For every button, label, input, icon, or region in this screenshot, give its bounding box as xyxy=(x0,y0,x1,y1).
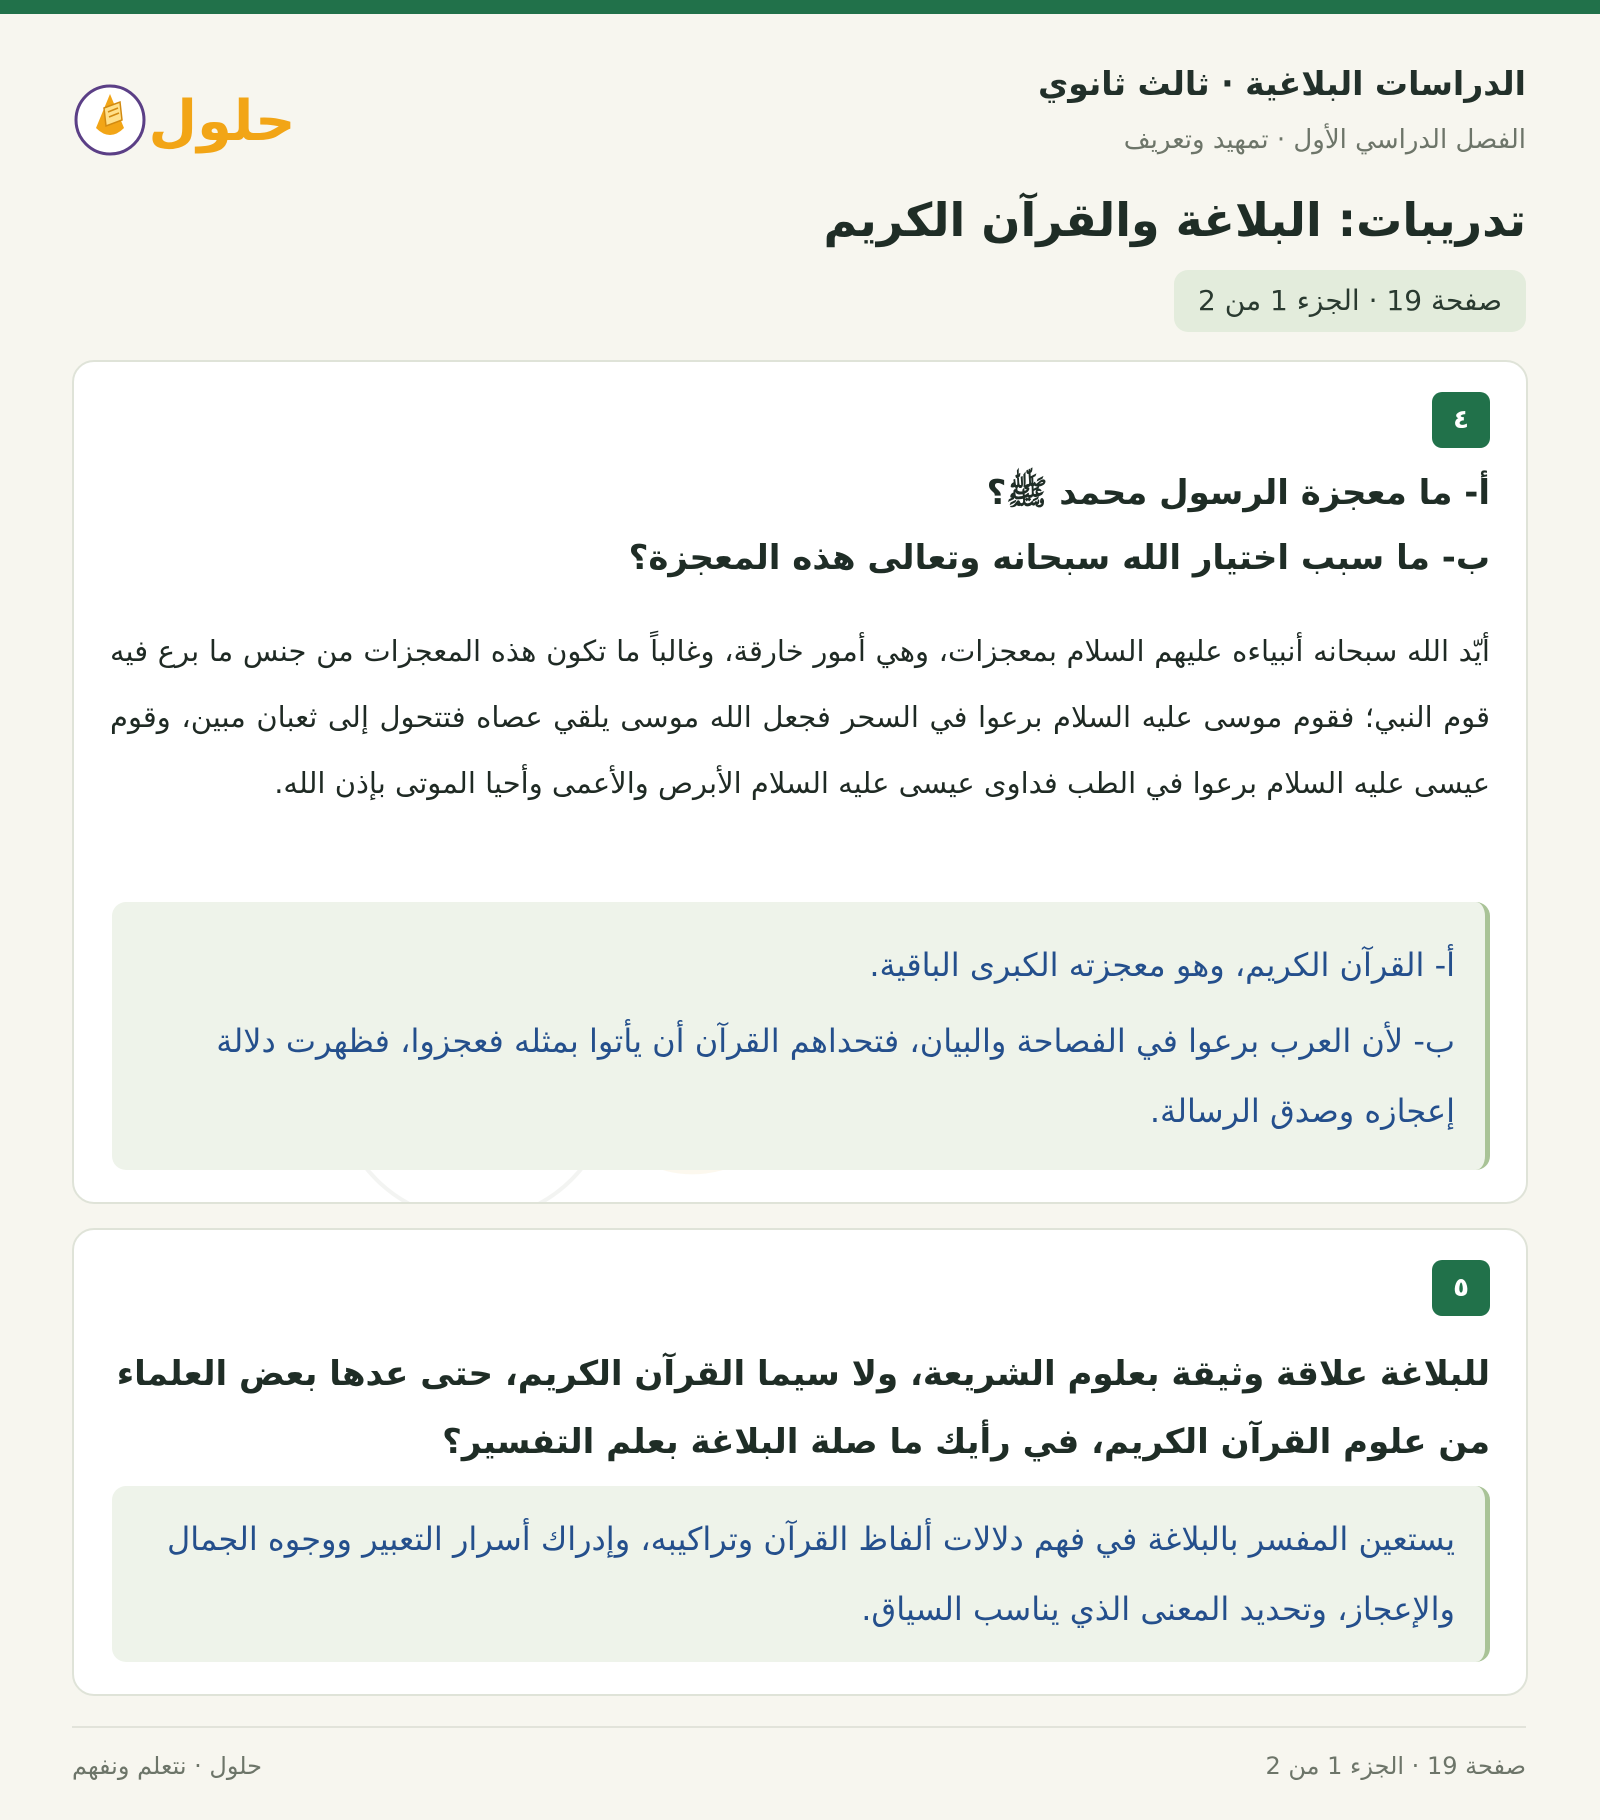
answer-part-b: ب- لأن العرب برعوا في الفصاحة والبيان، فتحداهم القرآن أن يأتوا بمثله فعجزوا، فظهرت دلالة إعجازه وصدق الرسالة. xyxy=(216,1022,1455,1130)
question-part-a: أ- ما معجزة الرسول محمد ﷺ؟ xyxy=(986,473,1490,513)
exercise-card-5 xyxy=(72,1228,1528,1696)
question-context-text: أيّد الله سبحانه أنبياءه عليهم السلام بمعجزات، وهي أمور خارقة، وغالباً ما تكون هذه المعجزات من جنس ما برع فيه قوم النبي؛ فقوم موسى عليه السلام برعوا في السحر فجعل الله موسى يلقي عصاه فتتحول إلى ثعبان مبين، وقوم عيسى عليه السلام برعوا في الطب فداوى عيسى عليه السلام الأبرص والأعمى وأحيا الموتى بإذن الله. xyxy=(110,634,1490,800)
answer-text: يستعين المفسر بالبلاغة في فهم دلالات ألفاظ القرآن وتراكيبه، وإدراك أسرار التعبير ووجوه الجمال والإعجاز، وتحديد المعنى الذي يناسب السياق. xyxy=(166,1520,1455,1628)
logo-text: حلول xyxy=(148,89,296,154)
answer-box xyxy=(112,1486,1490,1662)
exercise-number-badge: ٥ xyxy=(1432,1260,1490,1316)
page-indicator-badge: صفحة 19 · الجزء 1 من 2 xyxy=(1174,270,1526,332)
answer-part-a: أ- القرآن الكريم، وهو معجزته الكبرى الباقية. xyxy=(869,946,1455,984)
page-header xyxy=(72,62,1526,162)
header-titles xyxy=(1038,62,1526,160)
footer-page-indicator: صفحة 19 · الجزء 1 من 2 xyxy=(1265,1752,1526,1780)
series-title: الدراسات البلاغية · ثالث ثانوي xyxy=(1037,64,1526,103)
question-part-b: ب- ما سبب اختيار الله سبحانه وتعالى هذه المعجزة؟ xyxy=(628,538,1490,578)
hulul-logo xyxy=(72,72,302,168)
footer-brand: حلول · نتعلم ونفهم xyxy=(72,1752,262,1780)
exercise-number-badge: ٤ xyxy=(1432,392,1490,448)
question-text: للبلاغة علاقة وثيقة بعلوم الشريعة، ولا سيما القرآن الكريم، حتى عدها بعض العلماء من علوم القرآن الكريم، في رأيك ما صلة البلاغة بعلم التفسير؟ xyxy=(116,1354,1490,1462)
footer-divider xyxy=(72,1726,1526,1728)
top-accent-bar xyxy=(0,0,1600,14)
exercise-card-4 xyxy=(72,360,1528,1204)
answer-box xyxy=(112,902,1490,1170)
series-subtitle: الفصل الدراسي الأول · تمهيد وتعريف xyxy=(1123,125,1526,155)
page-title: تدريبات: البلاغة والقرآن الكريم xyxy=(823,193,1526,247)
